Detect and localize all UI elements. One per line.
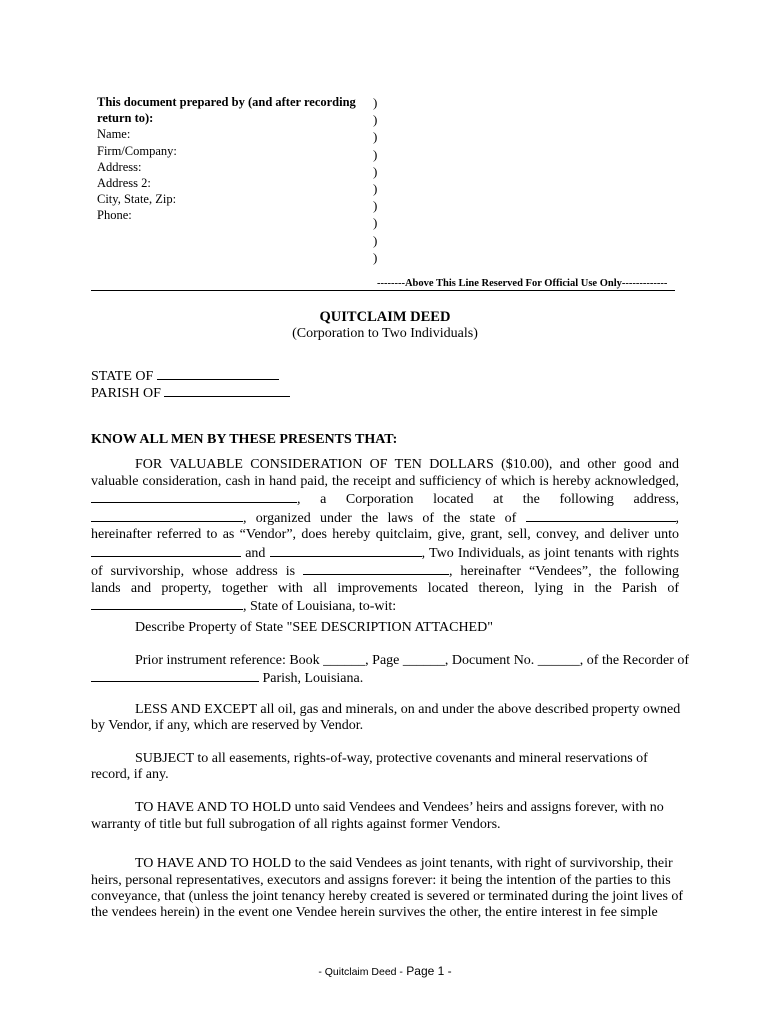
paren: ) (373, 181, 378, 197)
state-blank[interactable] (157, 367, 279, 380)
prior-instrument-line-a: Prior instrument reference: Book ______, Page ______, Document No. ______, of the Recorder of (135, 653, 690, 668)
p1-line-g (91, 562, 679, 581)
state-label: STATE OF (91, 369, 154, 384)
footer-doc-name: - Quitclaim Deed - (318, 966, 403, 978)
p1-line-e: hereinafter referred to as “Vendor”, does hereby quitclaim, give, grant, sell, convey, and deliver unto (91, 527, 679, 542)
vendor-name-blank[interactable] (91, 490, 297, 503)
p1-line-f-and: and (245, 545, 266, 561)
consideration-paragraph (91, 457, 679, 616)
less-except-line-b: by Vendor, if any, which are reserved by Vendor. (91, 718, 364, 733)
prepared-by-line2: return to): (97, 111, 154, 126)
p1-line-a: FOR VALUABLE CONSIDERATION OF TEN DOLLARS ($10.00), and other good and (135, 457, 679, 472)
vendor-address-blank[interactable] (91, 509, 243, 522)
p1-line-f-text: , Two Individuals, as joint tenants with rights (421, 545, 680, 561)
page-footer (0, 964, 770, 978)
bracket-column (373, 94, 377, 266)
p1-line-g-text2: , hereinafter “Vendees”, the following (448, 564, 679, 579)
prepared-by-block (97, 94, 367, 224)
document-subtitle: (Corporation to Two Individuals) (292, 326, 478, 341)
p1-line-h: lands and property, together with all improvements located thereon, lying in the Parish of (91, 580, 679, 596)
p1-line-i (91, 597, 679, 616)
p1-line-c (91, 490, 679, 509)
subject-line-b: record, if any. (91, 767, 169, 782)
vendee2-blank[interactable] (270, 544, 422, 557)
habendum2-line-c: conveyance, that (unless the joint tenancy hereby created is severed or terminated during the joint lives of (91, 889, 684, 904)
parish-line (91, 384, 290, 402)
p1-line-b: valuable consideration, cash in hand paid, the receipt and sufficiency of which is hereby acknowledged, (91, 473, 679, 489)
habendum2-line-b: heirs, personal representatives, executors and assigns forever: it being the intention of the parties to this (91, 873, 671, 888)
prepared-by-line1: This document prepared by (and after recording (97, 95, 356, 109)
prior-instrument-line-b-text: Parish, Louisiana. (262, 671, 364, 686)
state-line (91, 367, 279, 385)
field-address: Address: (97, 159, 142, 174)
habendum2-line-a: TO HAVE AND TO HOLD to the said Vendees as joint tenants, with right of survivorship, their (135, 856, 673, 871)
paren: ) (373, 129, 378, 145)
vendees-address-blank[interactable] (303, 562, 449, 575)
habendum1-line-a: TO HAVE AND TO HOLD unto said Vendees and Vendees’ heirs and assigns forever, with no (135, 800, 664, 815)
parish-blank[interactable] (164, 384, 290, 397)
parish-label: PARISH OF (91, 386, 161, 401)
paren: ) (373, 215, 378, 231)
prior-instrument-line-b (91, 669, 363, 687)
recorder-parish-blank[interactable] (91, 669, 259, 682)
paren: ) (373, 95, 378, 110)
less-except-line-a: LESS AND EXCEPT all oil, gas and minerals, on and under the above described property owned (135, 702, 681, 717)
field-name: Name: (97, 127, 131, 142)
paren: ) (373, 232, 378, 248)
reserved-note: --------Above This Line Reserved For Official Use Only------------- (377, 278, 668, 289)
vendee1-blank[interactable] (91, 544, 241, 557)
p1-line-c-text: , a Corporation located at the following address, (297, 492, 679, 507)
paren: ) (373, 163, 378, 179)
field-phone: Phone: (97, 208, 132, 223)
p1-line-d-text: , organized under the laws of the state of (243, 510, 517, 526)
field-address2: Address 2: (97, 176, 151, 191)
subject-line-a: SUBJECT to all easements, rights-of-way, protective covenants and mineral reservations of (135, 751, 648, 766)
field-firm: Firm/Company: (97, 143, 177, 158)
habendum1-line-b: warranty of title but full subrogation of all rights against former Vendors. (91, 817, 501, 832)
p1-line-f (91, 544, 679, 563)
vendor-state-blank[interactable] (526, 509, 676, 522)
p1-line-d-comma: , (675, 510, 679, 526)
field-city-state-zip: City, State, Zip: (97, 192, 177, 207)
paren: ) (373, 198, 378, 214)
property-description: Describe Property of State "SEE DESCRIPTION ATTACHED" (135, 620, 493, 635)
document-title: QUITCLAIM DEED (319, 309, 451, 325)
paren: ) (373, 146, 378, 162)
paren: ) (373, 112, 378, 128)
property-parish-blank[interactable] (91, 597, 243, 610)
paren: ) (373, 249, 378, 265)
p1-line-d (91, 509, 679, 528)
footer-page-number: Page 1 - (406, 964, 452, 978)
habendum2-line-d: the vendees herein) in the event one Vendee herein survives the other, the entire interest in fee simple (91, 905, 658, 920)
p1-line-g-text1: of survivorship, whose address is (91, 564, 296, 579)
p1-line-i-text: , State of Louisiana, to-wit: (243, 599, 397, 614)
recording-rule (91, 290, 675, 291)
know-all-heading: KNOW ALL MEN BY THESE PRESENTS THAT: (91, 432, 398, 447)
